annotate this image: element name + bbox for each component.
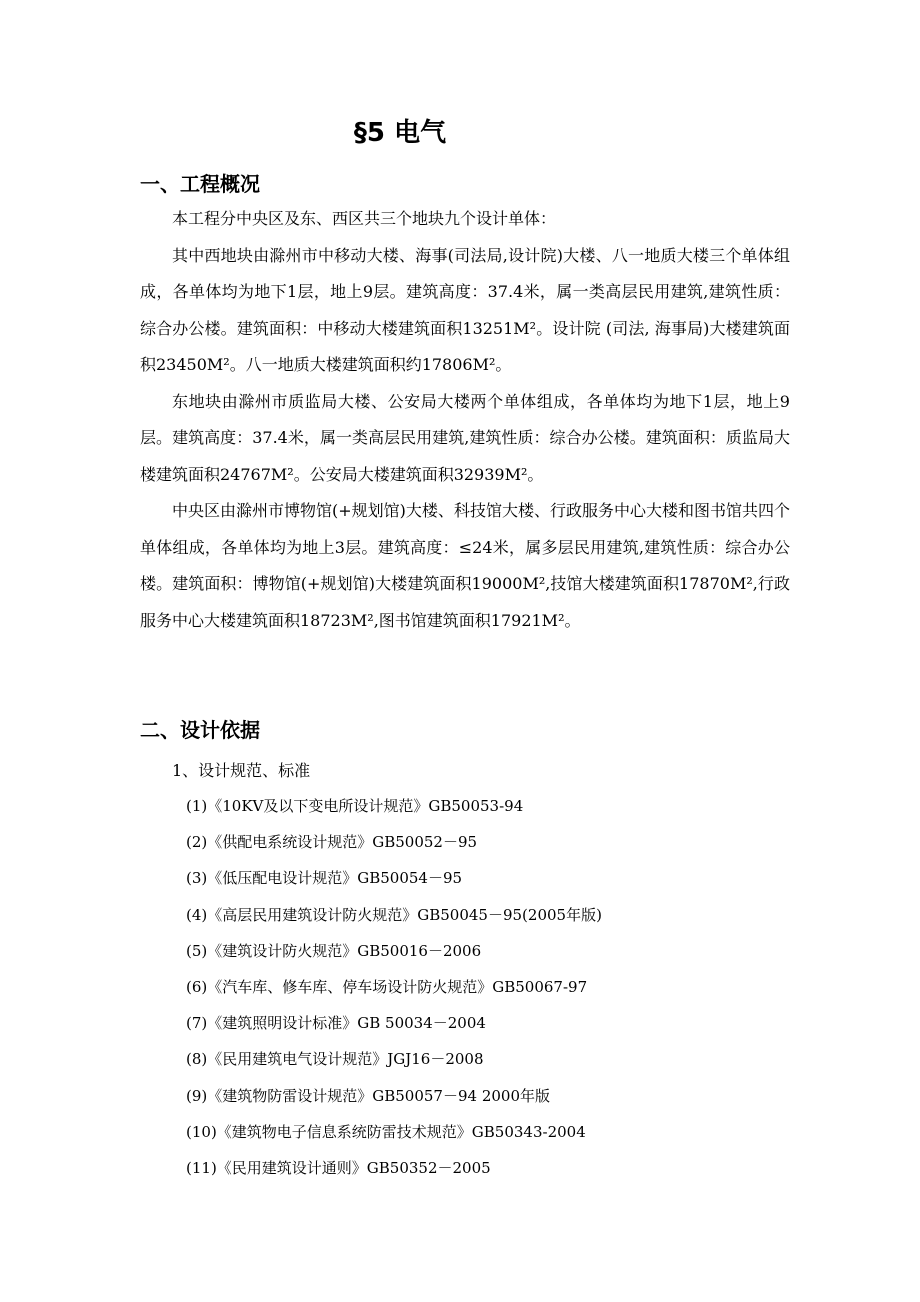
standard-item: (7)《建筑照明设计标准》GB 50034－2004 (186, 1014, 486, 1033)
overview-paragraph: 中央区由滁州市博物馆(+规划馆)大楼、科技馆大楼、行政服务中心大楼和图书馆共四个单体组成，各单体均为地上3层。建筑高度：≤24米，属多层民用建筑,建筑性质：综合办公楼。建筑面积：博物馆(+规划馆)大楼建筑面积19000M²,技馆大楼建筑面积17870M²,行政服务中心大楼建筑面积18723M²,图书馆建筑面积17921M²。 (140, 501, 790, 630)
standard-item: (9)《建筑物防雷设计规范》GB50057－94 2000年版 (186, 1086, 551, 1105)
standard-item: (2)《供配电系统设计规范》GB50052－95 (186, 833, 478, 852)
overview-body (140, 201, 790, 639)
standard-item: (5)《建筑设计防火规范》GB50016－2006 (186, 941, 482, 960)
standard-item: (8)《民用建筑电气设计规范》JGJ16－2008 (186, 1050, 484, 1069)
standard-item: (10)《建筑物电子信息系统防雷技术规范》GB50343-2004 (186, 1122, 586, 1141)
standard-item: (3)《低压配电设计规范》GB50054－95 (186, 869, 463, 888)
standards-list (186, 788, 602, 1186)
standards-subheading: 1、设计规范、标准 (172, 761, 311, 780)
overview-paragraph: 其中西地块由滁州市中移动大楼、海事(司法局,设计院)大楼、八一地质大楼三个单体组成，各单体均为地下1层，地上9层。建筑高度：37.4米，属一类高层民用建筑,建筑性质：综合办公楼。建筑面积：中移动大楼建筑面积13251M²。设计院 (司法, 海事局)大楼建筑面积23450M²。八一地质大楼建筑面积约17806M²。 (140, 245, 790, 374)
page-title: §5 电气 (353, 118, 447, 148)
overview-paragraph: 本工程分中央区及东、西区共三个地块九个设计单体： (172, 209, 557, 228)
section-heading-design-basis: 二、设计依据 (140, 718, 260, 742)
standard-item: (1)《10KV及以下变电所设计规范》GB50053-94 (186, 797, 524, 815)
standard-item: (6)《汽车库、修车库、停车场设计防火规范》GB50067-97 (186, 977, 588, 996)
section-heading-overview: 一、工程概况 (140, 172, 260, 196)
overview-paragraph: 东地块由滁州市质监局大楼、公安局大楼两个单体组成，各单体均为地下1层，地上9层。建筑高度：37.4米，属一类高层民用建筑,建筑性质：综合办公楼。建筑面积：质监局大楼建筑面积24767M²。公安局大楼建筑面积32939M²。 (140, 391, 790, 484)
standard-item: (4)《高层民用建筑设计防火规范》GB50045－95(2005年版) (186, 905, 602, 924)
standard-item: (11)《民用建筑设计通则》GB50352－2005 (186, 1158, 491, 1177)
